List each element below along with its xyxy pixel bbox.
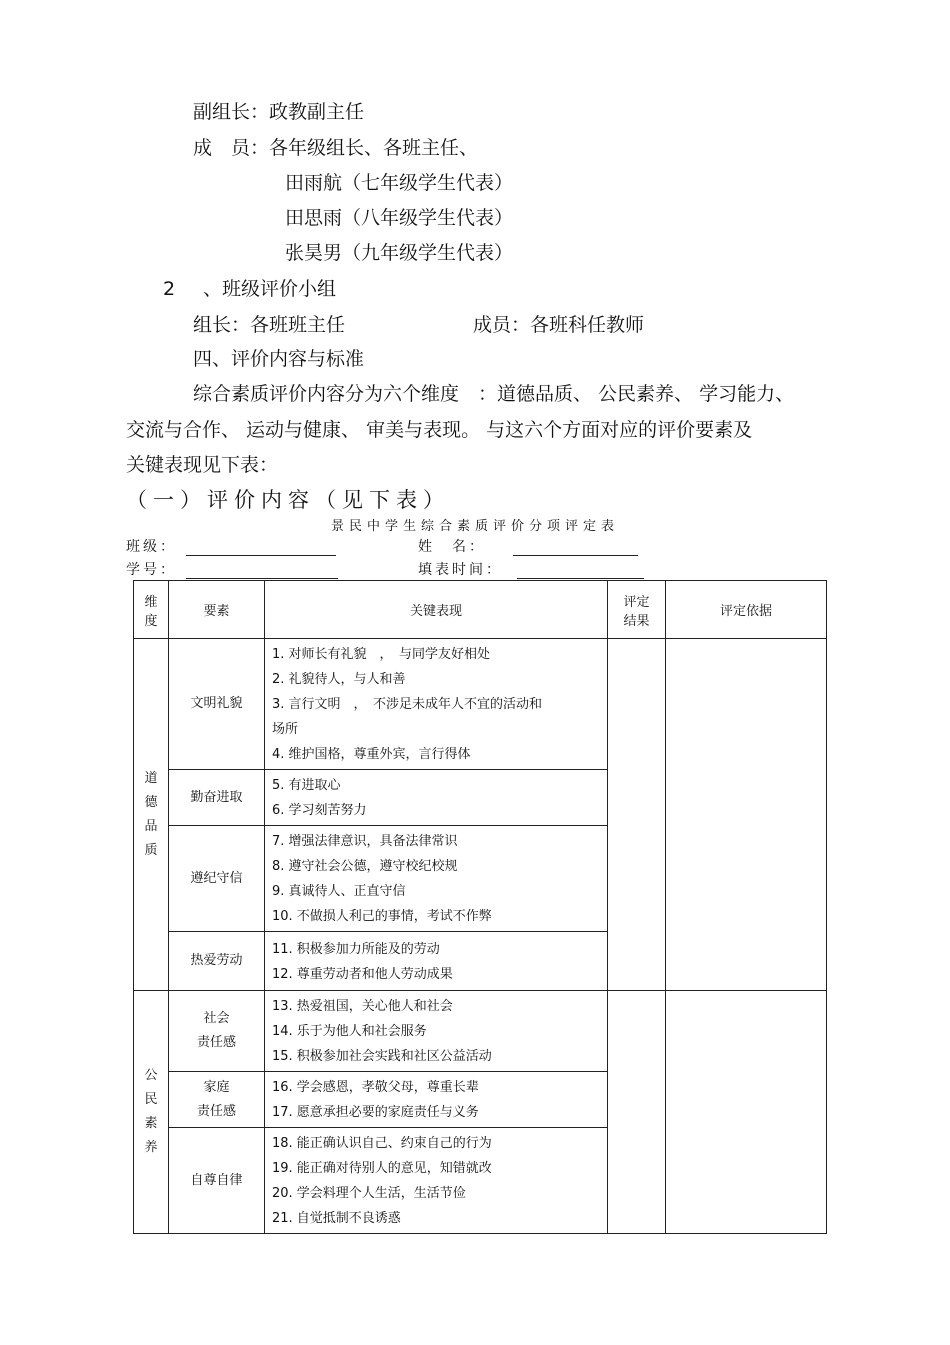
paragraph-line-2: 交流与合作、 运动与健康、 审美与表现。 与这六个方面对应的评价要素及 xyxy=(126,419,753,441)
student-rep-grade7: 田雨航（七年级学生代表） xyxy=(285,172,514,194)
section4-title: 四、评价内容与标准 xyxy=(193,348,365,370)
key-performance-cell: 16. 学会感恩，孝敬父母，尊重长辈 17. 愿意承担必要的家庭责任与义务 xyxy=(265,1072,608,1128)
table-title: 景民中学生综合素质评价分项评定表 xyxy=(330,519,619,534)
name-label: 姓 名： xyxy=(418,539,486,555)
group-members: 成员：各班科任教师 xyxy=(473,314,645,336)
subheading: （一）评价内容（见下表） xyxy=(126,488,450,512)
dimension-moral: 道 德 品 质 xyxy=(134,639,169,991)
fill-time-label: 填表时间： xyxy=(418,562,503,578)
basis-cell-moral[interactable] xyxy=(666,639,827,991)
class-field xyxy=(186,555,336,556)
student-rep-grade9: 张昊男（九年级学生代表） xyxy=(285,242,514,264)
group-leader: 组长：各班班主任 xyxy=(193,314,346,336)
header-basis: 评定依据 xyxy=(666,581,827,639)
header-result: 评定 结果 xyxy=(608,581,666,639)
paragraph-line-1: 综合素质评价内容分为六个维度 ：道德品质、 公民素养、 学习能力、 xyxy=(193,383,795,405)
element-diligence: 勤奋进取 xyxy=(169,770,265,826)
result-cell-civic[interactable] xyxy=(608,991,666,1234)
student-no-label: 学号： xyxy=(126,562,177,578)
vice-leader-line: 副组长：政教副主任 xyxy=(193,101,365,123)
header-key-performance: 关键表现 xyxy=(265,581,608,639)
element-civility: 文明礼貌 xyxy=(169,639,265,770)
basis-cell-civic[interactable] xyxy=(666,991,827,1234)
key-performance-cell: 7. 增强法律意识，具备法律常识 8. 遵守社会公德，遵守校纪校规 9. 真诚待人、正直守信 10. 不做损人利己的事情，考试不作弊 xyxy=(265,826,608,932)
element-self-discipline: 自尊自律 xyxy=(169,1128,265,1234)
key-performance-cell: 5. 有进取心 6. 学习刻苦努力 xyxy=(265,770,608,826)
paragraph-line-3: 关键表现见下表： xyxy=(126,454,279,476)
section2-number: 2 xyxy=(163,278,176,300)
key-performance-cell: 11. 积极参加力所能及的劳动 12. 尊重劳动者和他人劳动成果 xyxy=(265,932,608,991)
key-performance-cell: 13. 热爱祖国，关心他人和社会 14. 乐于为他人和社会服务 15. 积极参加社会实践和社区公益活动 xyxy=(265,991,608,1072)
table-row xyxy=(134,991,827,1072)
header-element: 要素 xyxy=(169,581,265,639)
name-field xyxy=(513,555,638,556)
result-cell-moral[interactable] xyxy=(608,639,666,991)
element-social-responsibility: 社会 责任感 xyxy=(169,991,265,1072)
element-discipline: 遵纪守信 xyxy=(169,826,265,932)
element-labor: 热爱劳动 xyxy=(169,932,265,991)
fill-time-field xyxy=(517,578,644,579)
student-rep-grade8: 田思雨（八年级学生代表） xyxy=(285,207,514,229)
key-performance-cell: 18. 能正确认识自己、约束自己的行为 19. 能正确对待别人的意见，知错就改 20. 学会料理个人生活，生活节俭 21. 自觉抵制不良诱惑 xyxy=(265,1128,608,1234)
table-header-row xyxy=(134,581,827,639)
section2-title: 、班级评价小组 xyxy=(203,278,337,300)
class-label: 班级： xyxy=(126,539,177,555)
members-line: 成 员：各年级组长、各班主任、 xyxy=(193,137,479,159)
element-family-responsibility: 家庭 责任感 xyxy=(169,1072,265,1128)
key-performance-cell: 1. 对师长有礼貌 ， 与同学友好相处 2. 礼貌待人，与人和善 3. 言行文明 ， 不涉足未成年人不宜的活动和 场所 4. 维护国格，尊重外宾，言行得体 xyxy=(265,639,608,770)
header-dimension: 维 度 xyxy=(134,581,169,639)
table-row xyxy=(134,639,827,770)
dimension-civic: 公 民 素 养 xyxy=(134,991,169,1234)
student-no-field xyxy=(186,578,338,579)
evaluation-table xyxy=(133,580,827,1234)
